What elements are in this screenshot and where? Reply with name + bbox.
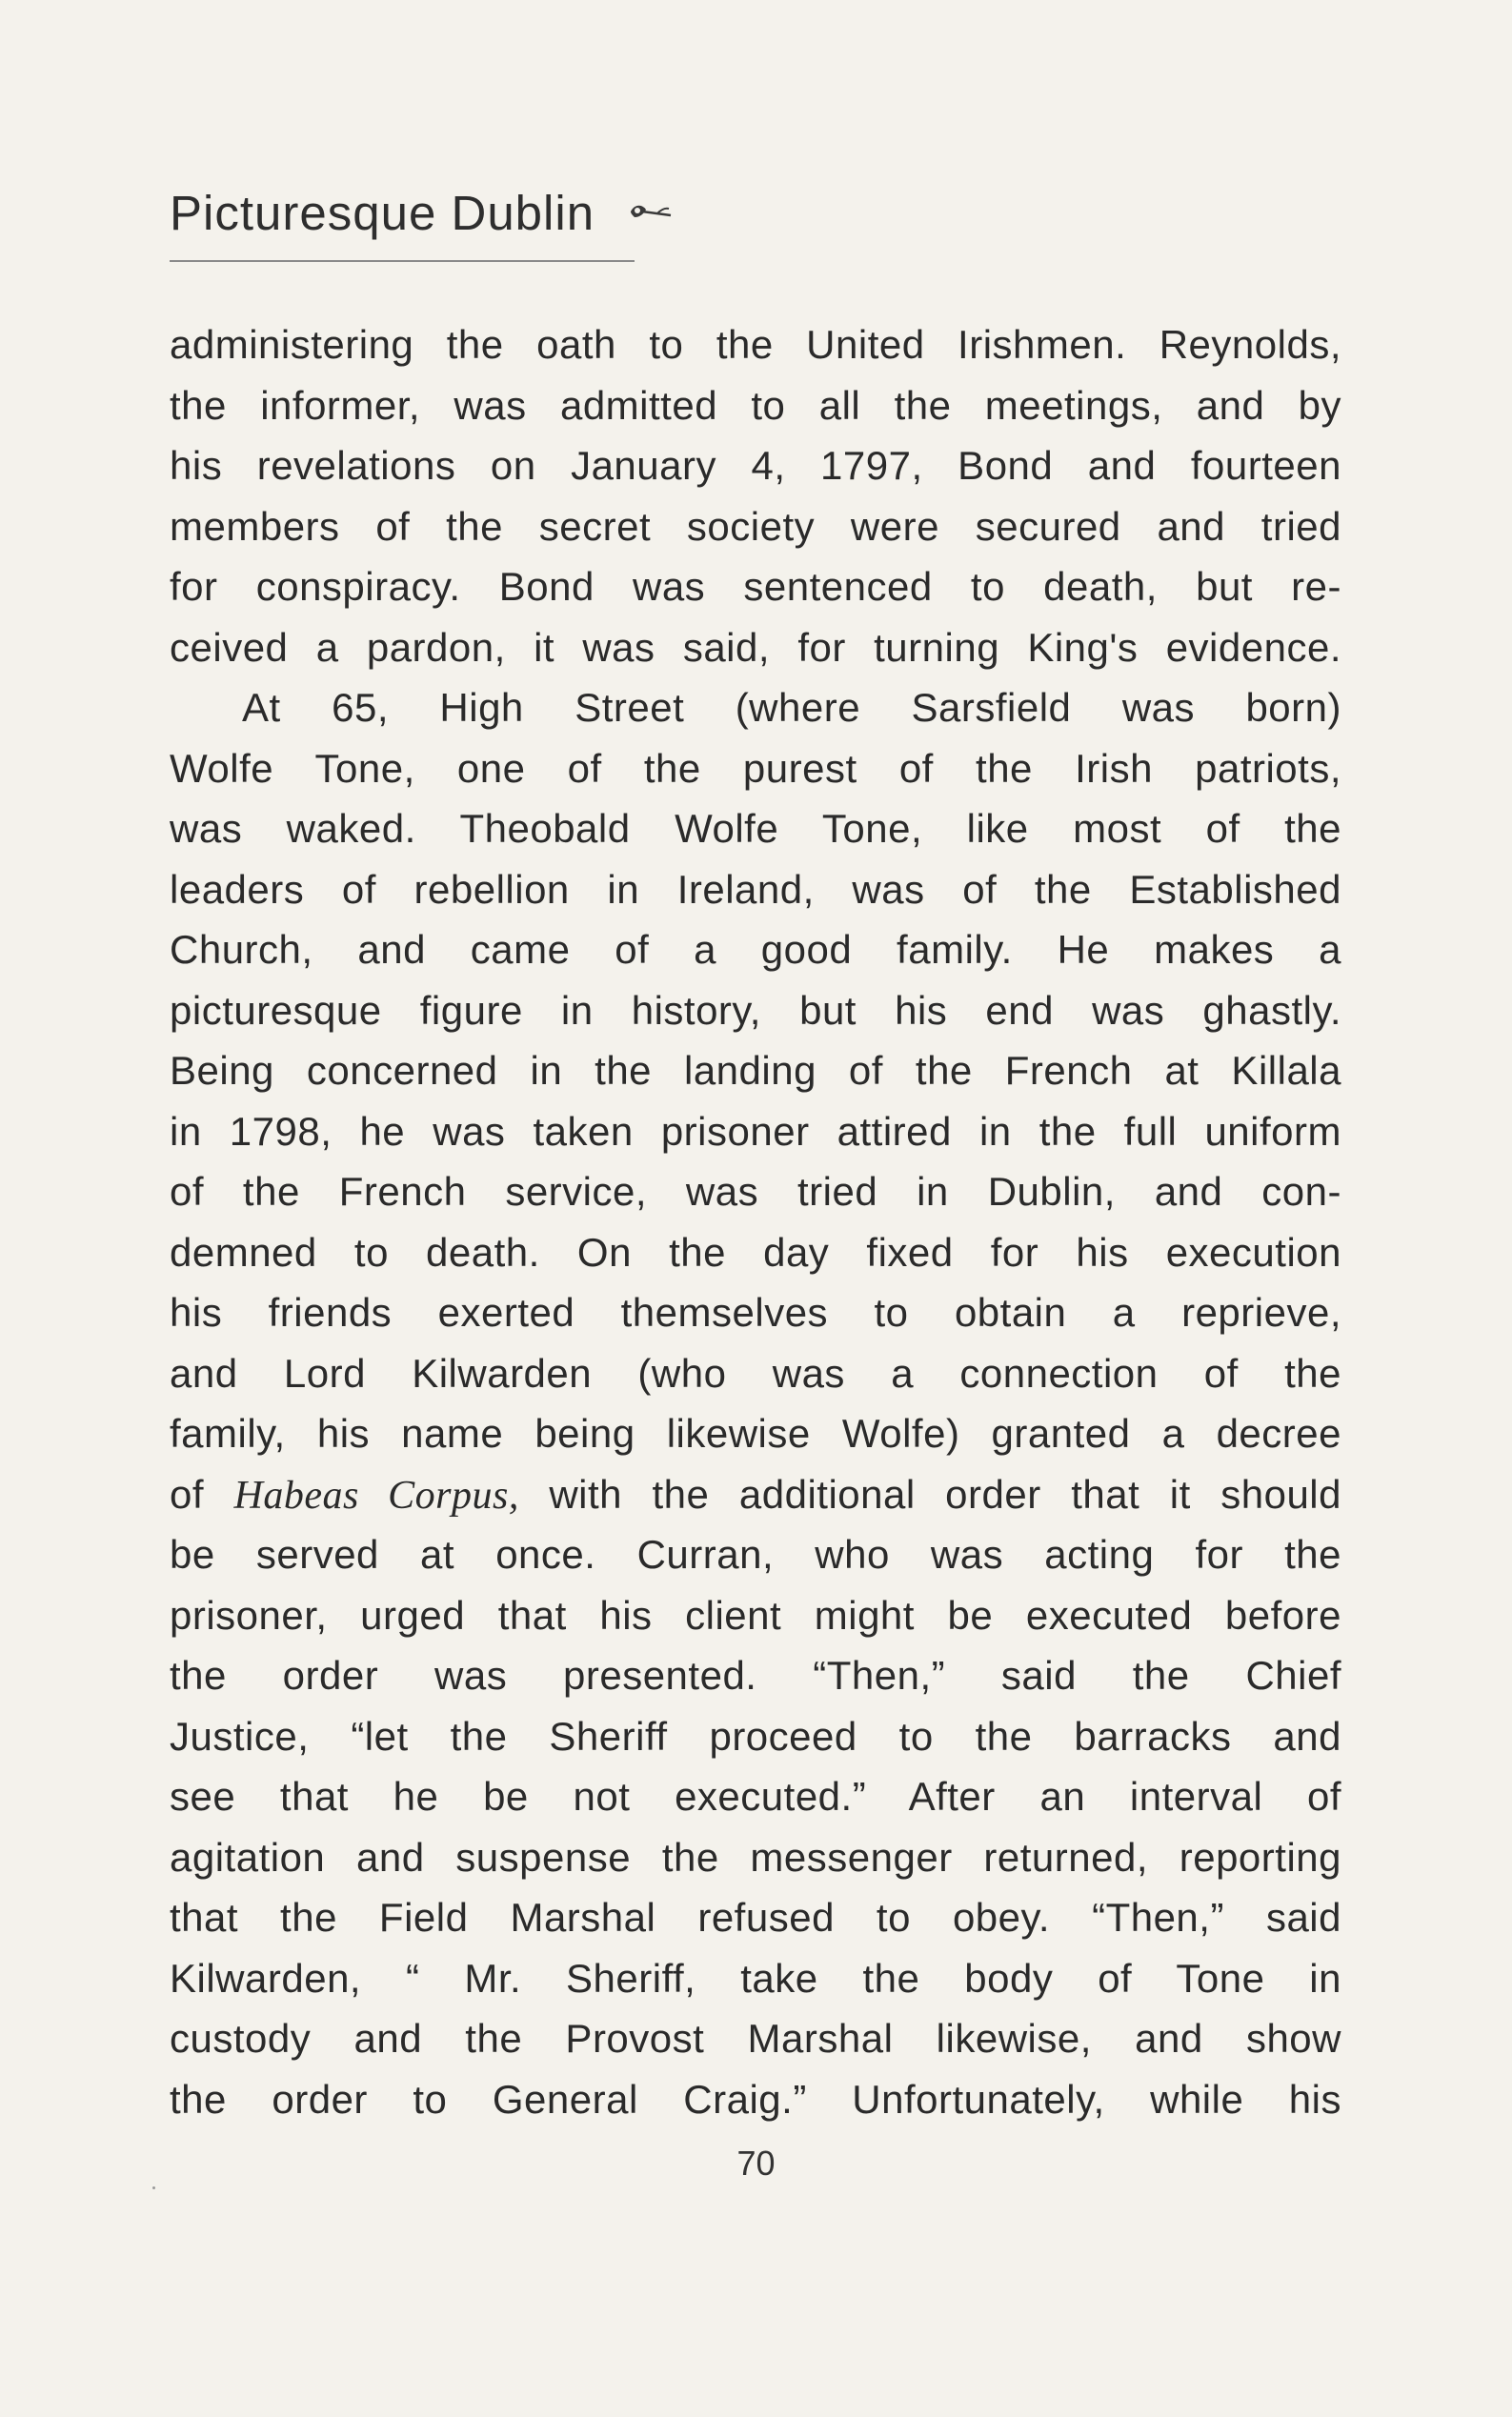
text-line: his friends exerted themselves to obtain a reprieve, xyxy=(170,1290,1341,1335)
text-line: leaders of rebellion in Ireland, was of the Established xyxy=(170,866,1341,912)
running-head-title: Picturesque Dublin xyxy=(170,185,595,240)
text-line: Church, and came of a good family. He makes a xyxy=(170,927,1341,972)
text-line: Kilwarden, “ Mr. Sheriff, take the body of Tone in xyxy=(170,1955,1341,2001)
text-line: see that he be not executed.” After an interval of xyxy=(170,1774,1341,1819)
text-line: the informer, was admitted to all the meetings, and by xyxy=(170,382,1341,428)
fleuron-icon xyxy=(629,200,673,225)
text-line: custody and the Provost Marshal likewise, and show xyxy=(170,2016,1341,2061)
text-line: family, his name being likewise Wolfe) granted a decree xyxy=(170,1411,1341,1456)
text-line: and Lord Kilwarden (who was a connection of the xyxy=(170,1350,1341,1396)
text-line: agitation and suspense the messenger returned, reporting xyxy=(170,1834,1341,1880)
text-line: Justice, “let the Sheriff proceed to the barracks and xyxy=(170,1713,1341,1759)
text-line: ceived a pardon, it was said, for turning King's evidence. xyxy=(170,624,1341,670)
text-line: that the Field Marshal refused to obey. “Then,” said xyxy=(170,1895,1341,1940)
page-number: 70 xyxy=(736,2144,776,2183)
text-line: demned to death. On the day fixed for his execution xyxy=(170,1229,1341,1275)
text-line: for conspiracy. Bond was sentenced to death, but re- xyxy=(170,564,1341,609)
text-line: Wolfe Tone, one of the purest of the Irish patriots, xyxy=(170,745,1341,791)
text-line: prisoner, urged that his client might be executed before xyxy=(170,1592,1341,1638)
text-line-with-italic xyxy=(170,1464,1341,1525)
text-segment: of xyxy=(170,1471,234,1517)
text-line: members of the secret society were secured and tried xyxy=(170,503,1341,549)
text-line: was waked. Theobald Wolfe Tone, like most of the xyxy=(170,806,1341,851)
running-head xyxy=(170,179,673,246)
text-line: Being concerned in the landing of the French at Killala xyxy=(170,1048,1341,1093)
head-rule xyxy=(170,260,635,262)
text-line: administering the oath to the United Irishmen. Reynolds, xyxy=(170,322,1341,367)
paragraph-first-line: At 65, High Street (where Sarsfield was born) xyxy=(242,685,1341,730)
body-text xyxy=(170,314,1341,2129)
italic-phrase: Habeas Corpus, xyxy=(233,1473,519,1518)
text-line: the order to General Craig.” Unfortunately, while his xyxy=(170,2076,1341,2122)
text-line: picturesque figure in history, but his end was ghastly. xyxy=(170,987,1341,1033)
text-line: his revelations on January 4, 1797, Bond and fourteen xyxy=(170,443,1341,488)
text-line: in 1798, he was taken prisoner attired in the full uniform xyxy=(170,1108,1341,1154)
text-segment: with the additional order that it should xyxy=(518,1471,1341,1517)
text-line: the order was presented. “Then,” said the Chief xyxy=(170,1653,1341,1698)
text-line: of the French service, was tried in Dublin, and con- xyxy=(170,1169,1341,1214)
paper-speck xyxy=(152,2186,155,2189)
text-line: be served at once. Curran, who was acting for the xyxy=(170,1532,1341,1577)
